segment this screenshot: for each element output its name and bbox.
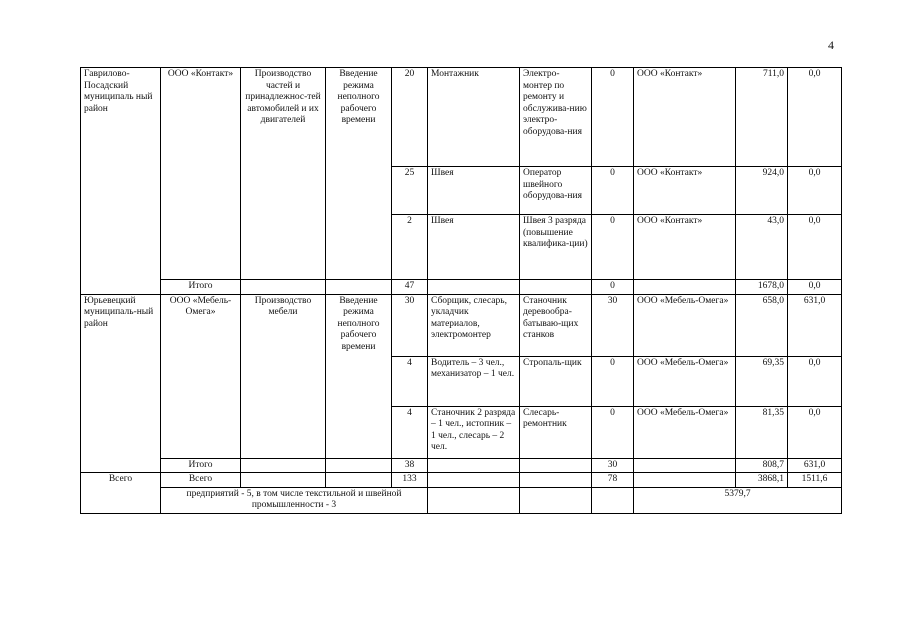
grand-total-count: 133 [392, 473, 428, 488]
page-number: 4 [828, 38, 834, 52]
measure-cell: Введение режима неполного рабочего времени [326, 68, 392, 280]
activity-cell: Производство мебели [241, 294, 326, 458]
trained-count-cell: 0 [592, 167, 634, 215]
training-cell: Оператор швейного оборудова-ния [520, 167, 592, 215]
training-cell: Станочник деревообра-батываю-щих станков [520, 294, 592, 356]
subtotal-amount: 808,7 [736, 458, 788, 473]
grand-total-amount2: 1511,6 [788, 473, 842, 488]
trained-count-cell: 0 [592, 68, 634, 167]
empty-cell [326, 473, 392, 488]
count-cell: 4 [392, 356, 428, 406]
trained-count-cell: 0 [592, 406, 634, 458]
summary-row [81, 487, 842, 513]
subtotal-amount2: 631,0 [788, 458, 842, 473]
empty-cell [634, 473, 736, 488]
subtotal-row [81, 458, 842, 473]
training-org-cell: ООО «Контакт» [634, 68, 736, 167]
summary-text: предприятий - 5, в том числе текстильной и швейной промышленности - 3 [161, 487, 428, 513]
empty-cell [520, 487, 592, 513]
count-cell: 2 [392, 215, 428, 280]
count-cell: 4 [392, 406, 428, 458]
empty-cell [428, 473, 520, 488]
amount-cell: 658,0 [736, 294, 788, 356]
training-cell: Электро-монтер по ремонту и обслужива-нию электро-оборудова-ния [520, 68, 592, 167]
empty-cell [326, 458, 392, 473]
table-row [81, 68, 842, 167]
empty-cell [520, 280, 592, 295]
subtotal-amount: 1678,0 [736, 280, 788, 295]
count-cell: 20 [392, 68, 428, 167]
training-cell: Слесарь-ремонтник [520, 406, 592, 458]
summary-label: Всего [81, 473, 161, 514]
empty-cell [634, 280, 736, 295]
subtotal-count: 38 [392, 458, 428, 473]
subtotal-label: Итого [161, 280, 241, 295]
amount-cell: 69,35 [736, 356, 788, 406]
amount2-cell: 0,0 [788, 68, 842, 167]
grand-total-row [81, 473, 842, 488]
count-cell: 25 [392, 167, 428, 215]
training-org-cell: ООО «Контакт» [634, 215, 736, 280]
trained-count-cell: 0 [592, 215, 634, 280]
empty-cell [428, 458, 520, 473]
employment-measures-table [80, 67, 842, 514]
organization-cell: ООО «Контакт» [161, 68, 241, 280]
amount2-cell: 0,0 [788, 356, 842, 406]
amount2-cell: 631,0 [788, 294, 842, 356]
trained-count-cell: 30 [592, 294, 634, 356]
activity-cell: Производство частей и принадлежнос-тей автомобилей и их двигателей [241, 68, 326, 280]
amount-cell: 924,0 [736, 167, 788, 215]
district-cell: Юрьевецкий муниципаль-ный район [81, 294, 161, 473]
grand-total-amount: 3868,1 [736, 473, 788, 488]
training-org-cell: ООО «Мебель-Омега» [634, 294, 736, 356]
organization-cell: ООО «Мебель-Омега» [161, 294, 241, 458]
training-cell: Швея 3 разряда (повышение квалифика-ции) [520, 215, 592, 280]
profession-cell: Водитель – 3 чел., механизатор – 1 чел. [428, 356, 520, 406]
empty-cell [326, 280, 392, 295]
training-org-cell: ООО «Мебель-Омега» [634, 356, 736, 406]
district-cell: Гаврилово-Посадский муниципаль ный район [81, 68, 161, 295]
subtotal-amount2: 0,0 [788, 280, 842, 295]
empty-cell [428, 487, 520, 513]
profession-cell: Станочник 2 разряда – 1 чел., истопник – 1 чел., слесарь – 2 чел. [428, 406, 520, 458]
training-org-cell: ООО «Мебель-Омега» [634, 406, 736, 458]
amount2-cell: 0,0 [788, 215, 842, 280]
trained-count-cell: 0 [592, 356, 634, 406]
count-cell: 30 [392, 294, 428, 356]
measure-cell: Введение режима неполного рабочего времени [326, 294, 392, 458]
subtotal-trained: 0 [592, 280, 634, 295]
summary-value: 5379,7 [634, 487, 842, 513]
table-row [81, 294, 842, 356]
subtotal-label: Итого [161, 458, 241, 473]
empty-cell [592, 487, 634, 513]
subtotal-trained: 30 [592, 458, 634, 473]
subtotal-count: 47 [392, 280, 428, 295]
grand-total-label: Всего [161, 473, 241, 488]
empty-cell [634, 458, 736, 473]
empty-cell [241, 280, 326, 295]
profession-cell: Сборщик, слесарь, укладчик материалов, электромонтер [428, 294, 520, 356]
grand-total-trained: 78 [592, 473, 634, 488]
empty-cell [428, 280, 520, 295]
amount2-cell: 0,0 [788, 406, 842, 458]
profession-cell: Монтажник [428, 68, 520, 167]
empty-cell [241, 458, 326, 473]
amount2-cell: 0,0 [788, 167, 842, 215]
profession-cell: Швея [428, 215, 520, 280]
amount-cell: 81,35 [736, 406, 788, 458]
empty-cell [520, 458, 592, 473]
empty-cell [241, 473, 326, 488]
subtotal-row [81, 280, 842, 295]
profession-cell: Швея [428, 167, 520, 215]
training-org-cell: ООО «Контакт» [634, 167, 736, 215]
empty-cell [520, 473, 592, 488]
amount-cell: 711,0 [736, 68, 788, 167]
training-cell: Стропаль-щик [520, 356, 592, 406]
amount-cell: 43,0 [736, 215, 788, 280]
